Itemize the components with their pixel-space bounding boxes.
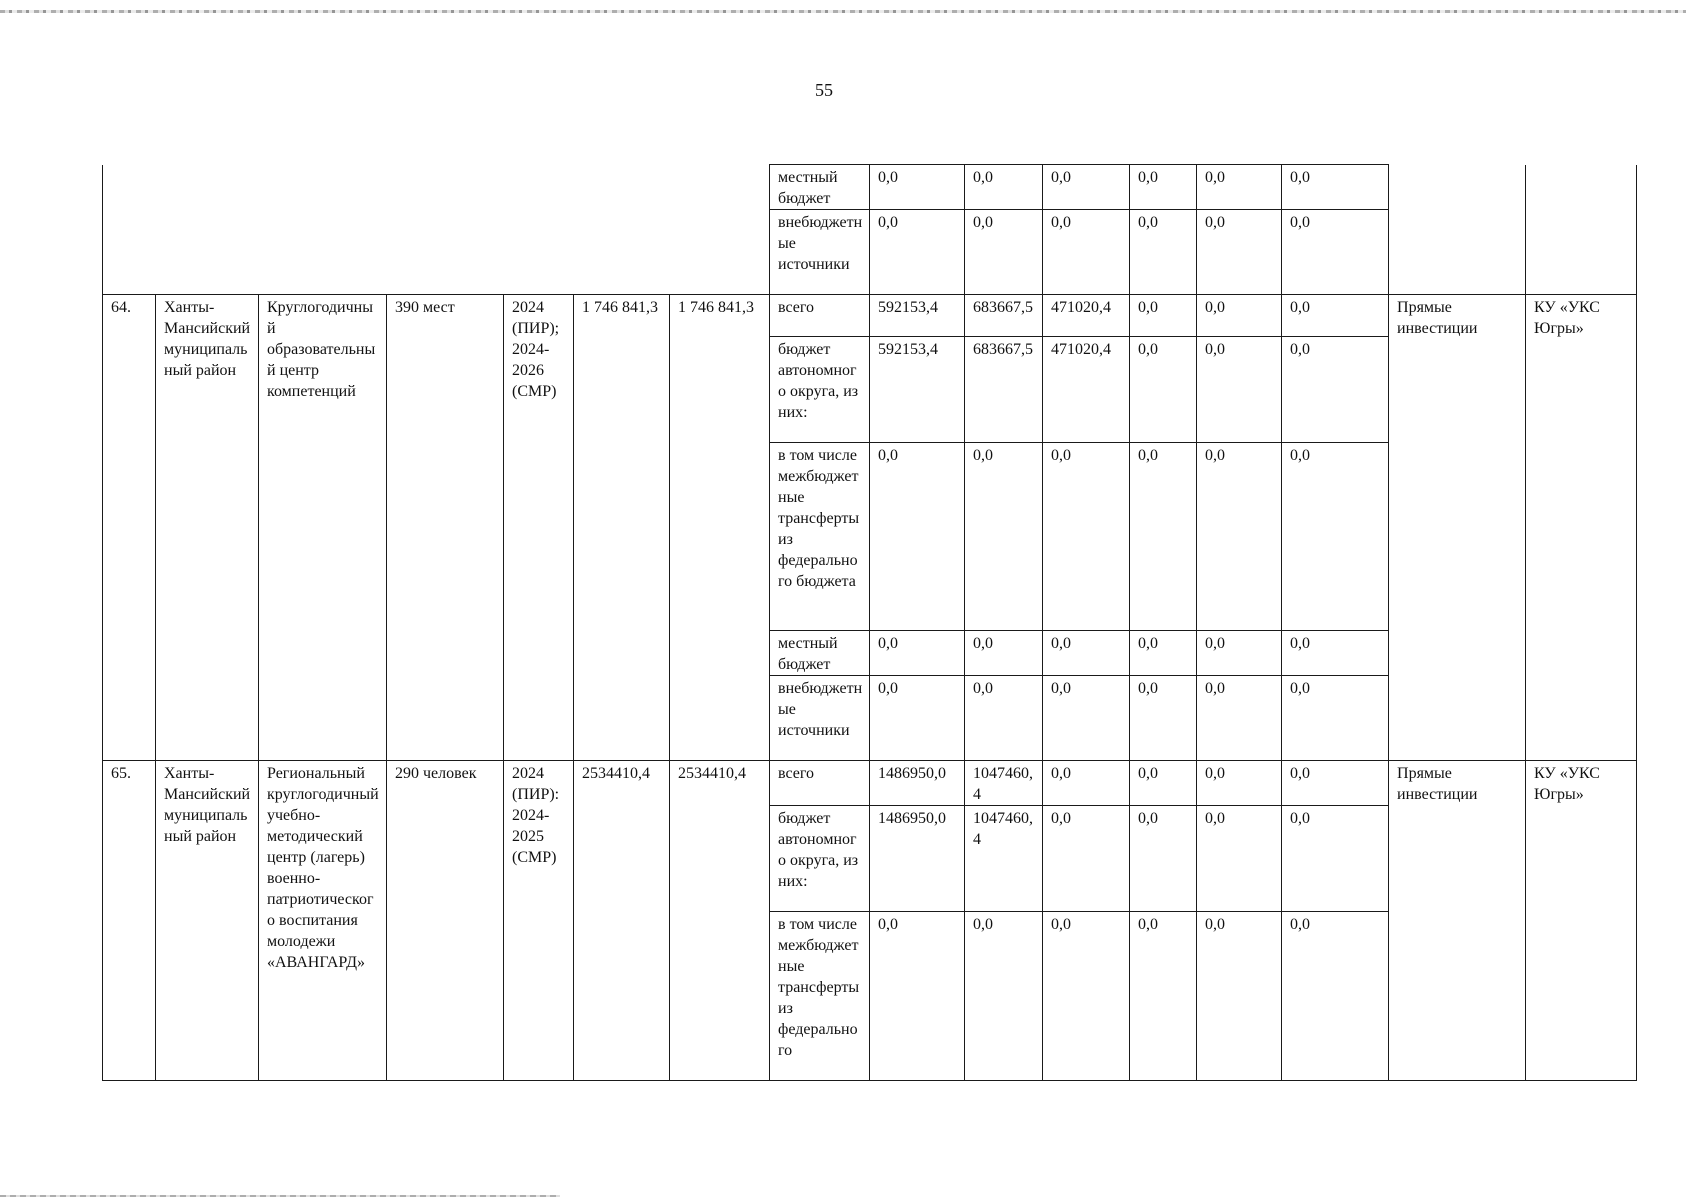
value-cell: 0,0 [870,210,965,295]
scan-edge-bottom [0,1195,560,1197]
table-row [103,761,1637,806]
funding-source-cell: внебюджетные источники [770,676,870,761]
value-cell: 0,0 [965,443,1043,631]
value-cell: 0,0 [1130,912,1197,1081]
value-cell: 0,0 [1197,210,1282,295]
value-cell: 683667,5 [965,295,1043,337]
value-cell: 0,0 [1043,210,1130,295]
empty-cell [1389,165,1526,295]
value-cell: 1047460,4 [965,761,1043,806]
funding-source-cell: внебюджетные источники [770,210,870,295]
funding-source-cell: бюджет автономного округа, из них: [770,337,870,443]
value-cell: 0,0 [1282,631,1389,676]
value-cell: 0,0 [1130,295,1197,337]
funding-source-cell: всего [770,295,870,337]
value-cell: 0,0 [1282,676,1389,761]
object-name-cell: Региональный круглогодичный учебно-методический центр (лагерь) военно-патриотического воспитания молодежи «АВАНГАРД» [259,761,387,1081]
estimated-cost-cell: 1 746 841,3 [574,295,670,761]
municipality-cell: Ханты-Мансийский муниципальный район [156,295,259,761]
municipality-cell: Ханты-Мансийский муниципальный район [156,761,259,1081]
period-cell: 2024 (ПИР): 2024-2025 (СМР) [504,761,574,1081]
value-cell: 0,0 [1197,631,1282,676]
value-cell: 1486950,0 [870,761,965,806]
value-cell: 0,0 [1043,676,1130,761]
value-cell: 0,0 [1282,165,1389,210]
funding-form-cell: Прямые инвестиции [1389,761,1526,1081]
value-cell: 0,0 [1197,165,1282,210]
value-cell: 592153,4 [870,337,965,443]
value-cell: 0,0 [1282,912,1389,1081]
empty-cell [1526,165,1637,295]
value-cell: 0,0 [1130,806,1197,912]
empty-merged-cell [103,165,770,295]
value-cell: 0,0 [870,165,965,210]
value-cell: 0,0 [1282,761,1389,806]
value-cell: 1486950,0 [870,806,965,912]
value-cell: 0,0 [1282,210,1389,295]
value-cell: 0,0 [1197,337,1282,443]
value-cell: 0,0 [1130,676,1197,761]
value-cell: 0,0 [870,912,965,1081]
object-name-cell: Круглогодичный образовательный центр компетенций [259,295,387,761]
value-cell: 0,0 [1282,806,1389,912]
capacity-cell: 290 человек [387,761,504,1081]
table-row [103,295,1637,337]
table-row [103,165,1637,210]
estimated-cost-cell: 2534410,4 [574,761,670,1081]
investment-table [102,164,1637,1081]
funding-form-cell: Прямые инвестиции [1389,295,1526,761]
funding-source-cell: в том числе межбюджетные трансферты из федерального [770,912,870,1081]
value-cell: 0,0 [1197,295,1282,337]
value-cell: 0,0 [1197,761,1282,806]
value-cell: 592153,4 [870,295,965,337]
value-cell: 0,0 [1282,443,1389,631]
funding-source-cell: в том числе межбюджетные трансферты из федерального бюджета [770,443,870,631]
value-cell: 0,0 [870,631,965,676]
value-cell: 0,0 [1043,806,1130,912]
value-cell: 0,0 [870,676,965,761]
value-cell: 0,0 [965,676,1043,761]
value-cell: 0,0 [965,631,1043,676]
customer-cell: КУ «УКС Югры» [1526,761,1637,1081]
value-cell: 0,0 [965,165,1043,210]
value-cell: 0,0 [1197,806,1282,912]
value-cell: 0,0 [1282,295,1389,337]
value-cell: 0,0 [1130,761,1197,806]
value-cell: 471020,4 [1043,337,1130,443]
entry-number: 65. [103,761,156,1081]
period-cell: 2024 (ПИР); 2024-2026 (СМР) [504,295,574,761]
value-cell: 0,0 [1130,165,1197,210]
value-cell: 1047460,4 [965,806,1043,912]
value-cell: 0,0 [1043,165,1130,210]
funding-source-cell: бюджет автономного округа, из них: [770,806,870,912]
value-cell: 0,0 [1043,631,1130,676]
customer-cell: КУ «УКС Югры» [1526,295,1637,761]
funding-source-cell: всего [770,761,870,806]
value-cell: 0,0 [1130,337,1197,443]
value-cell: 0,0 [965,912,1043,1081]
value-cell: 0,0 [1282,337,1389,443]
entry-number: 64. [103,295,156,761]
capacity-cell: 390 мест [387,295,504,761]
value-cell: 0,0 [965,210,1043,295]
value-cell: 0,0 [1130,631,1197,676]
page-number: 55 [815,80,833,100]
value-cell: 0,0 [1043,761,1130,806]
funding-source-cell: местный бюджет [770,631,870,676]
value-cell: 471020,4 [1043,295,1130,337]
remaining-cost-cell: 2534410,4 [670,761,770,1081]
value-cell: 683667,5 [965,337,1043,443]
value-cell: 0,0 [1197,676,1282,761]
value-cell: 0,0 [1130,210,1197,295]
funding-source-cell: местный бюджет [770,165,870,210]
value-cell: 0,0 [870,443,965,631]
value-cell: 0,0 [1130,443,1197,631]
value-cell: 0,0 [1197,443,1282,631]
value-cell: 0,0 [1043,912,1130,1081]
scan-edge-top [0,10,1686,13]
remaining-cost-cell: 1 746 841,3 [670,295,770,761]
value-cell: 0,0 [1043,443,1130,631]
value-cell: 0,0 [1197,912,1282,1081]
